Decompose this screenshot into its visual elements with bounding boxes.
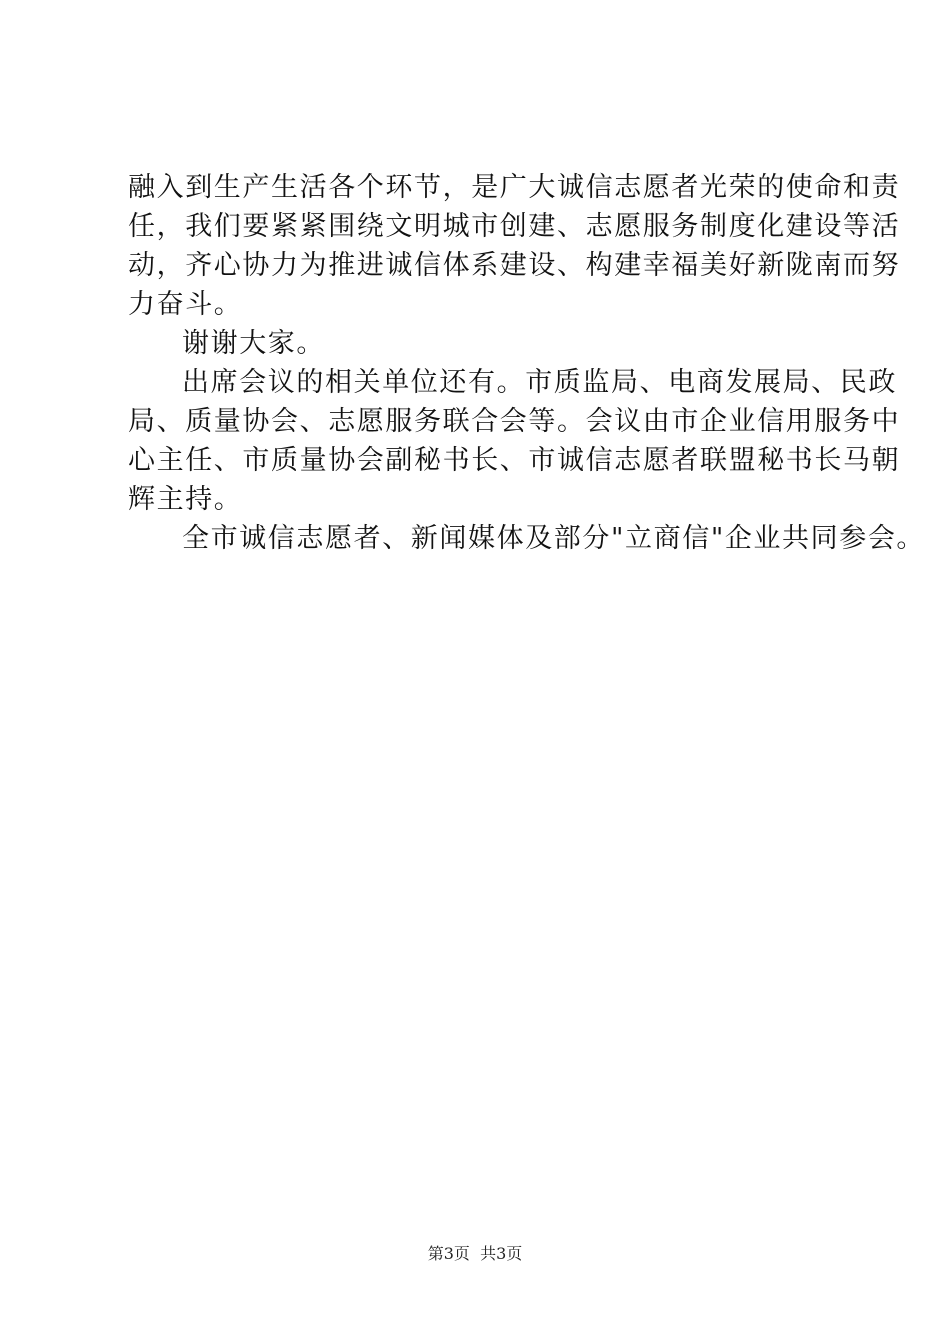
text-line: 谢谢大家。 <box>182 328 325 359</box>
page-number: 第3页 共3页 <box>427 1244 523 1263</box>
text-line: 融入到生产生活各个环节，是广大诚信志愿者光荣的使命和责 <box>128 172 901 203</box>
text-line: 心主任、市质量协会副秘书长、市诚信志愿者联盟秘书长马朝 <box>128 445 901 476</box>
text-line: 出席会议的相关单位还有。市质监局、电商发展局、民政 <box>182 367 897 398</box>
body-text <box>128 168 926 558</box>
text-line: 动，齐心协力为推进诚信体系建设、构建幸福美好新陇南而努 <box>128 250 901 281</box>
text-line: 局、质量协会、志愿服务联合会等。会议由市企业信用服务中 <box>128 406 901 437</box>
text-line: 任，我们要紧紧围绕文明城市创建、志愿服务制度化建设等活 <box>128 211 901 242</box>
text-line: 全市诚信志愿者、新闻媒体及部分"立商信"企业共同参会。 <box>182 523 926 554</box>
text-line: 力奋斗。 <box>128 289 243 320</box>
page-footer <box>0 1243 950 1265</box>
text-line: 辉主持。 <box>128 484 243 515</box>
